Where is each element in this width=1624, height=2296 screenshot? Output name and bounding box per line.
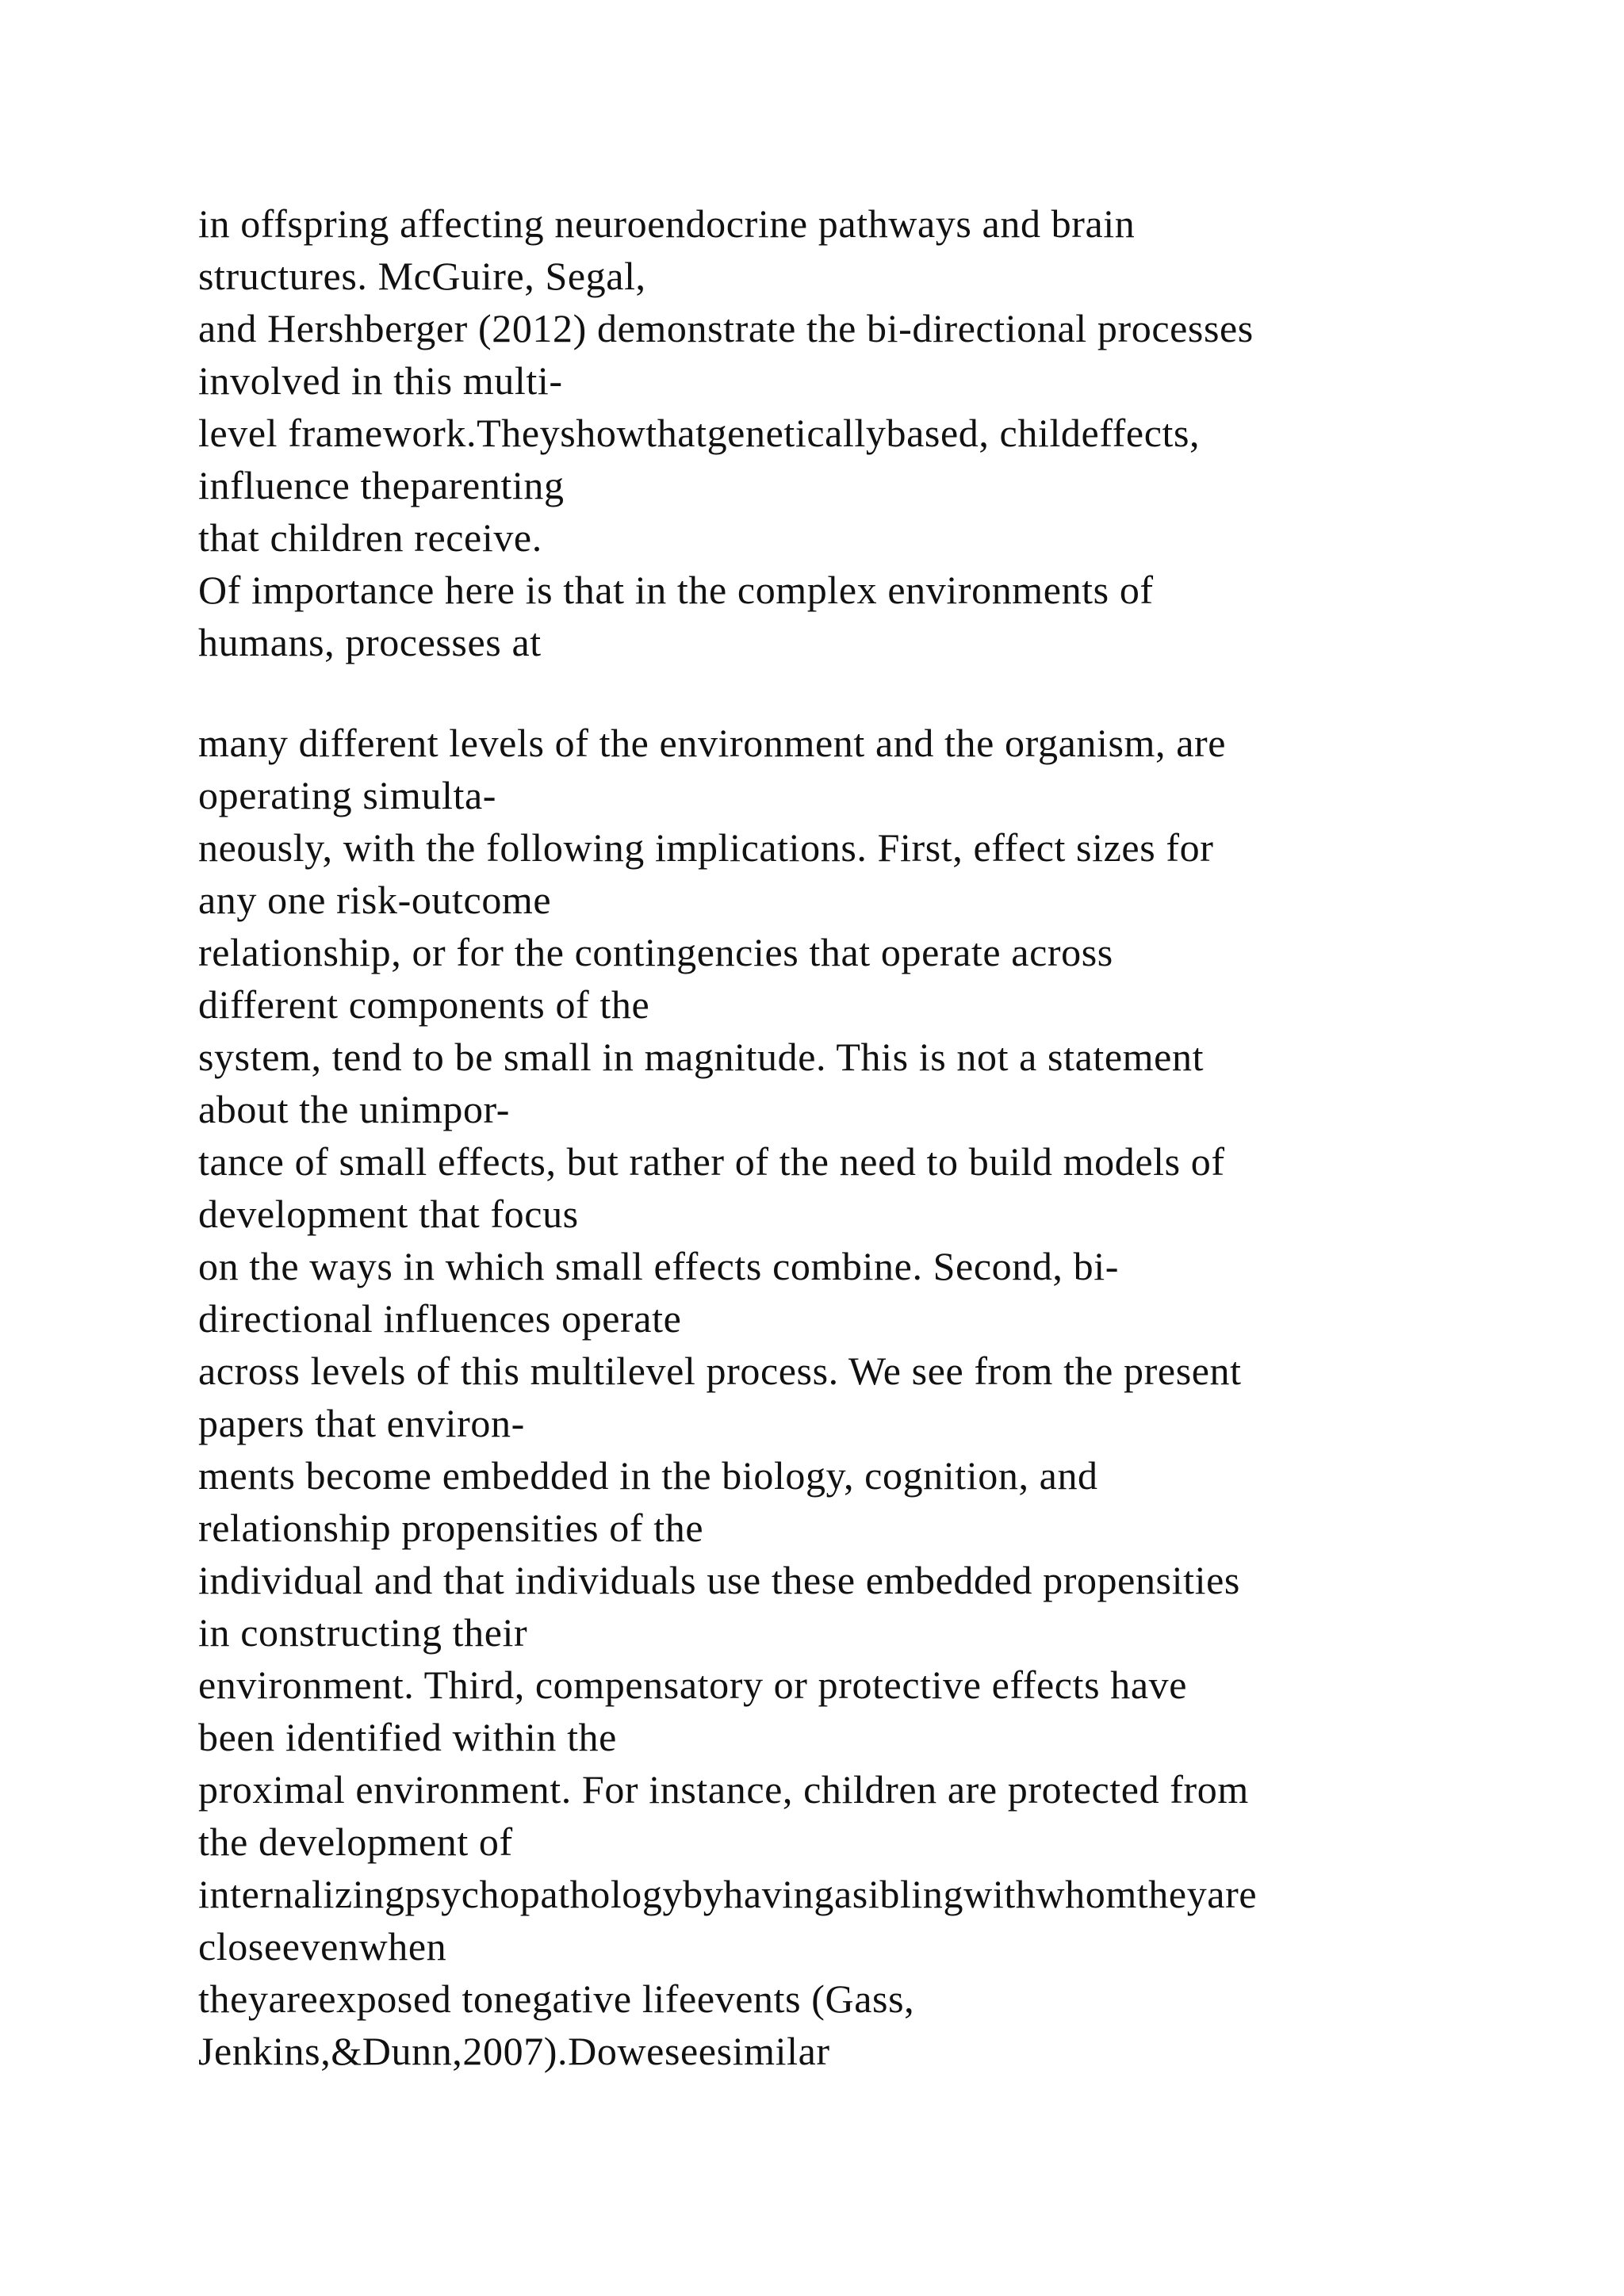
text-line: neously, with the following implications. First, effect sizes for — [198, 825, 1214, 870]
text-line: papers that environ- — [198, 1401, 525, 1445]
text-line: the development of — [198, 1820, 513, 1864]
text-line: in offspring affecting neuroendocrine pathways and brain — [198, 201, 1136, 246]
text-line: been identified within the — [198, 1715, 617, 1759]
text-line: that children receive. — [198, 515, 542, 560]
text-line: tance of small effects, but rather of the need to build models of — [198, 1139, 1225, 1184]
text-line: and Hershberger (2012) demonstrate the bi-directional processes — [198, 306, 1254, 350]
text-line: directional influences operate — [198, 1296, 682, 1341]
text-line: system, tend to be small in magnitude. This is not a statement — [198, 1035, 1205, 1079]
text-line: individual and that individuals use these embedded propensities — [198, 1558, 1240, 1602]
text-line: influence theparenting — [198, 463, 565, 507]
text-line: about the unimpor- — [198, 1087, 511, 1131]
text-line: Of importance here is that in the complex environments of — [198, 568, 1154, 612]
text-line: closeevenwhen — [198, 1924, 447, 1969]
text-line: in constructing their — [198, 1610, 528, 1655]
paragraph-block-2 — [198, 717, 1546, 2077]
text-line: theyareexposed tonegative lifeevents (Gass, — [198, 1976, 915, 2021]
text-line: operating simulta- — [198, 773, 496, 817]
text-line: ments become embedded in the biology, cognition, and — [198, 1453, 1098, 1498]
text-line: development that focus — [198, 1192, 579, 1236]
text-line: different components of the — [198, 982, 650, 1027]
text-line: across levels of this multilevel process. We see from the present — [198, 1349, 1242, 1393]
text-line: on the ways in which small effects combine. Second, bi- — [198, 1244, 1119, 1288]
text-line: environment. Third, compensatory or protective effects have — [198, 1663, 1188, 1707]
paragraph-block-1 — [198, 197, 1546, 668]
text-line: any one risk-outcome — [198, 878, 552, 922]
text-line: structures. McGuire, Segal, — [198, 254, 646, 298]
text-line: involved in this multi- — [198, 358, 563, 403]
text-line: level framework.Theyshowthatgeneticallybased, childeffects, — [198, 411, 1201, 455]
text-line: relationship propensities of the — [198, 1506, 704, 1550]
text-line: internalizingpsychopathologybyhavingasiblingwithwhomtheyare — [198, 1872, 1258, 1916]
text-line: Jenkins,&Dunn,2007).Doweseesimilar — [198, 2029, 830, 2073]
text-line: proximal environment. For instance, children are protected from — [198, 1767, 1249, 1812]
text-line: relationship, or for the contingencies that operate across — [198, 930, 1113, 974]
text-line: many different levels of the environment and the organism, are — [198, 721, 1227, 765]
text-line: humans, processes at — [198, 620, 542, 664]
